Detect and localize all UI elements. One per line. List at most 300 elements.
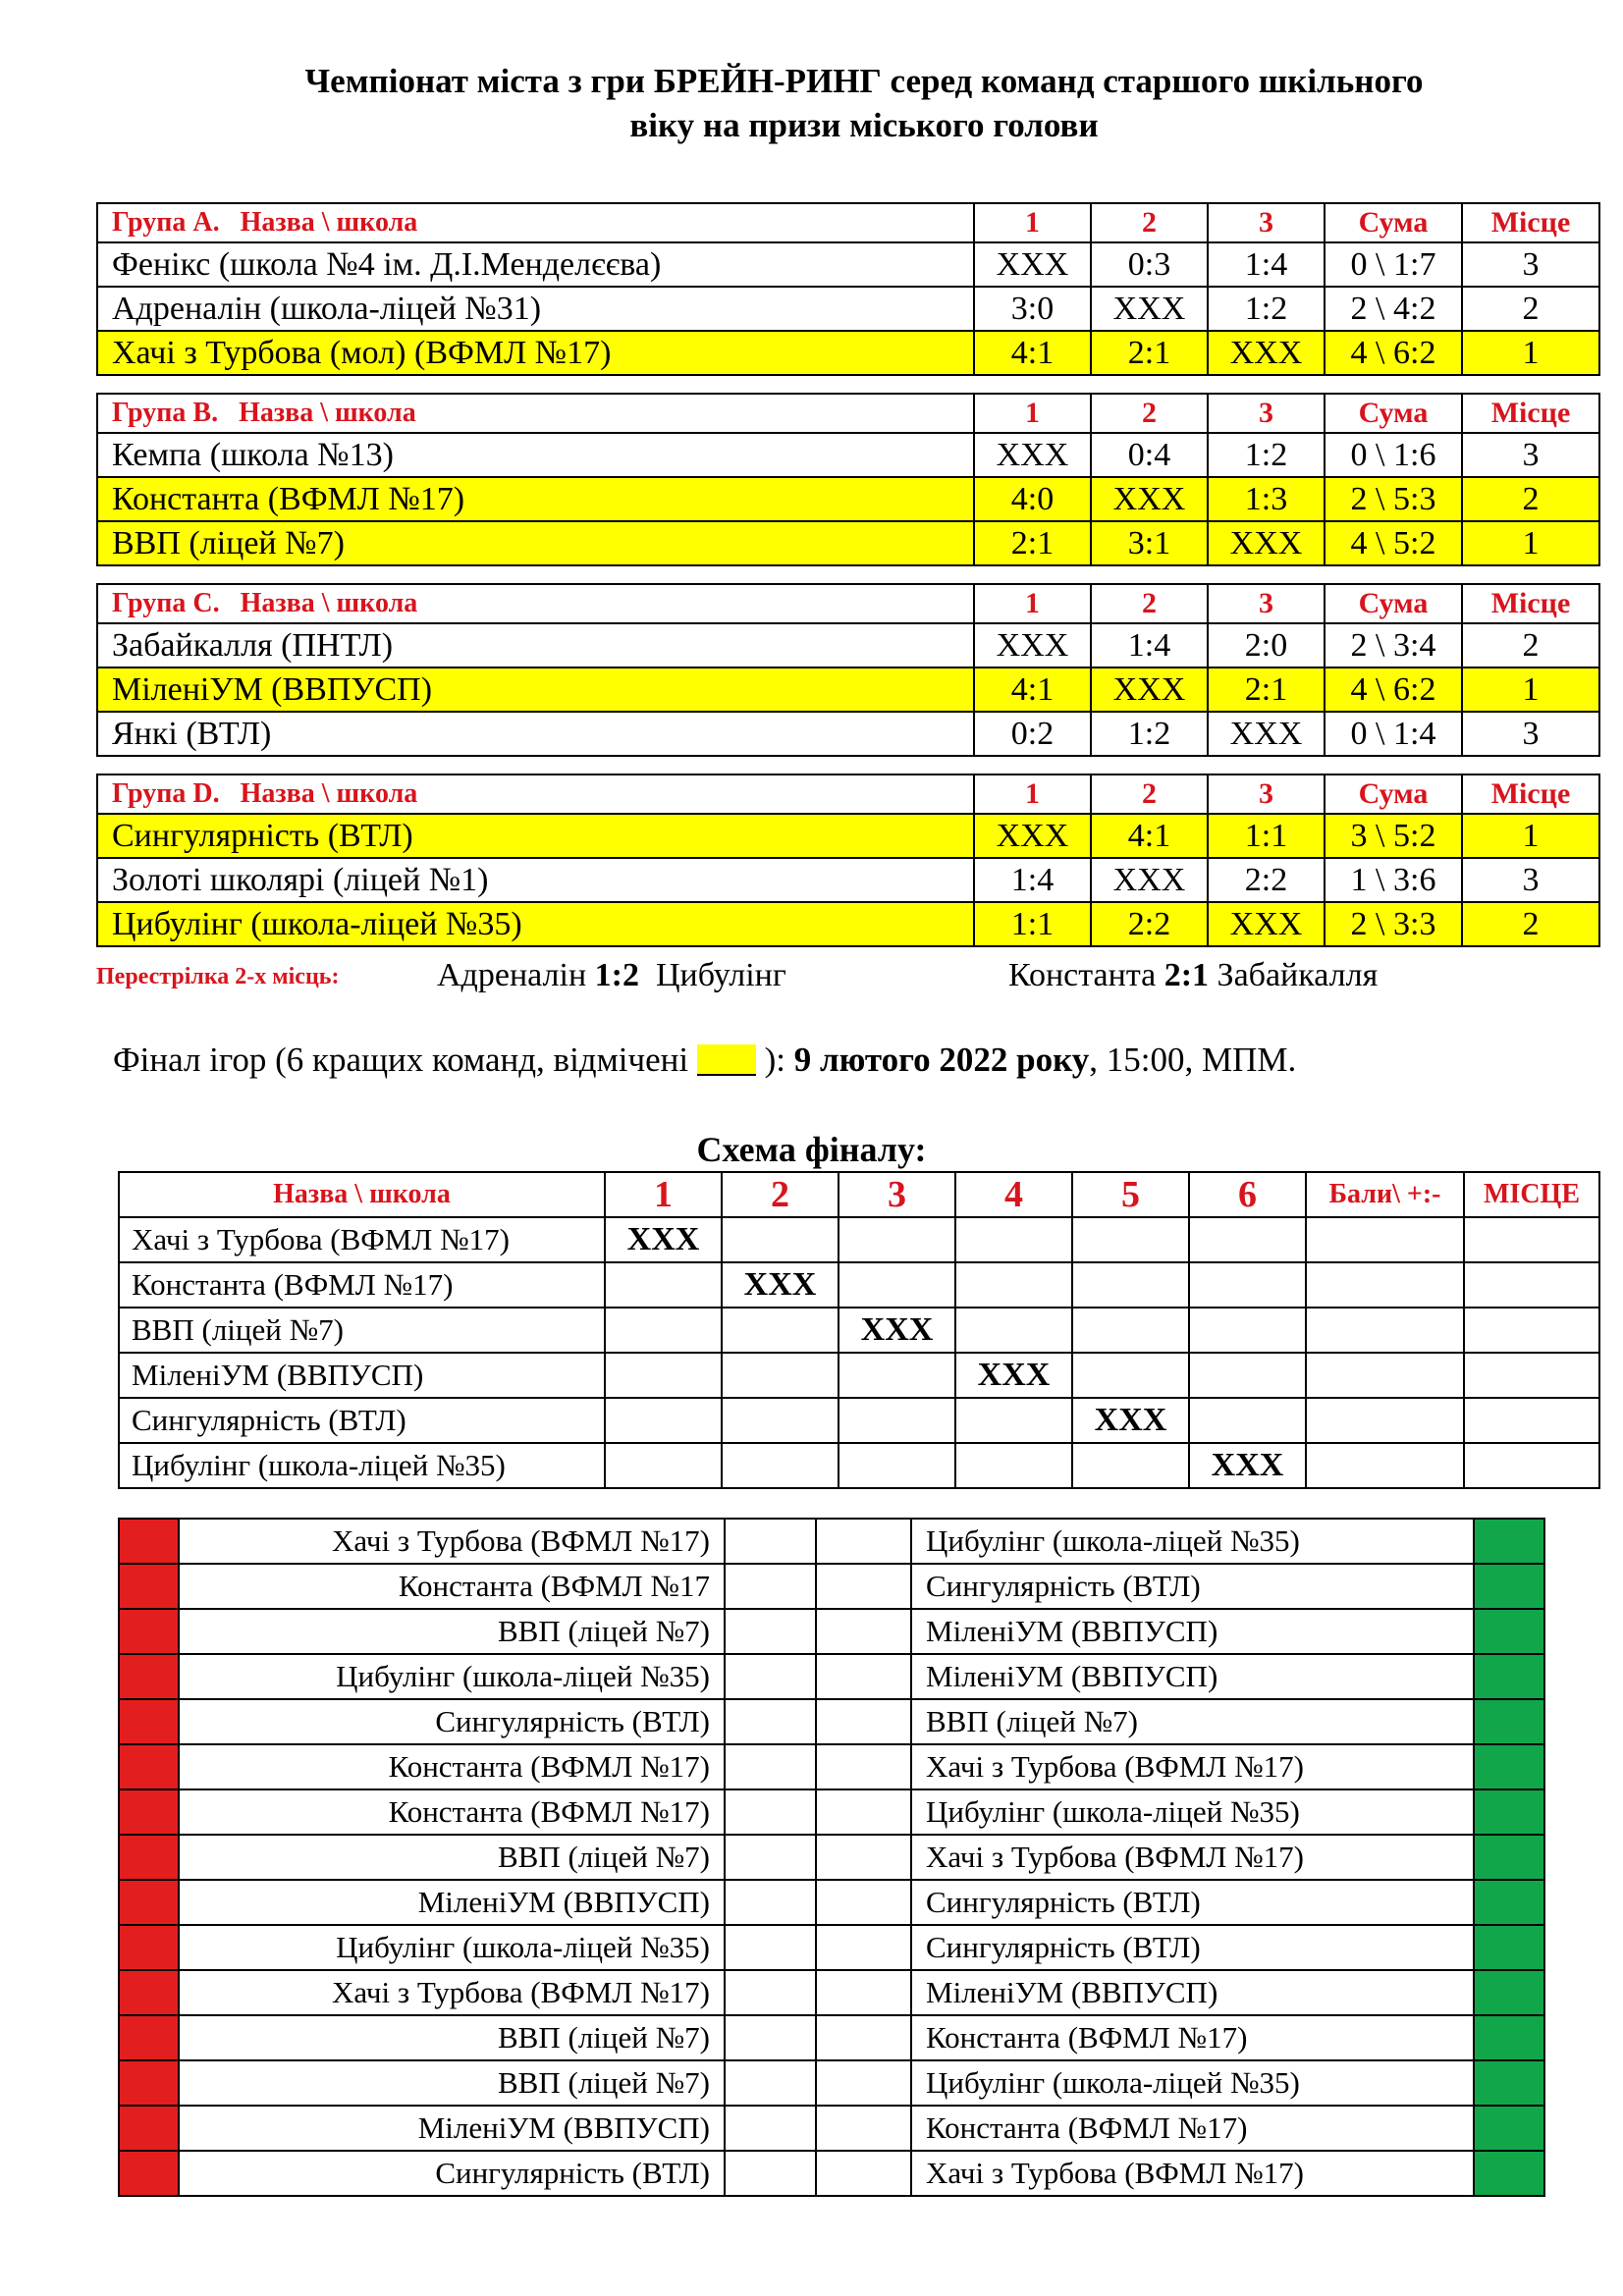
- empty-cell: [1464, 1262, 1599, 1308]
- empty-cell: [955, 1443, 1072, 1488]
- table-row: [97, 902, 1599, 946]
- table-row: [119, 1353, 1599, 1398]
- final-info: [113, 1041, 1296, 1080]
- score-cell: 2:2: [1208, 858, 1325, 902]
- home-score-cell: [725, 1970, 816, 2015]
- away-team: Цибулінг (школа-ліцей №35): [911, 2060, 1474, 2106]
- place-cell: 3: [1462, 858, 1599, 902]
- sum-header: Сума: [1325, 394, 1462, 433]
- home-score-cell: [725, 1699, 816, 1744]
- table-row: [97, 521, 1599, 565]
- diagonal-cell: XXX: [955, 1353, 1072, 1398]
- empty-cell: [1306, 1308, 1464, 1353]
- group-header-row: [97, 203, 1599, 242]
- shootout-score: 2:1: [1163, 957, 1210, 993]
- score-cell: 0:2: [974, 712, 1091, 756]
- away-team: Сингулярність (ВТЛ): [911, 1564, 1474, 1609]
- shootout-team: Забайкалля: [1217, 957, 1379, 993]
- col-2-header: 2: [1091, 584, 1208, 623]
- sum-header: Сума: [1325, 203, 1462, 242]
- home-team: Цибулінг (школа-ліцей №35): [179, 1925, 725, 1970]
- table-row: [97, 287, 1599, 331]
- home-score-cell: [725, 1609, 816, 1654]
- col-3-header: 3: [1208, 203, 1325, 242]
- home-team: МілeніУМ (ВВПУСП): [179, 1880, 725, 1925]
- score-cell: 1:4: [1091, 623, 1208, 667]
- diagonal-cell: XXX: [1072, 1398, 1189, 1443]
- home-team: Цибулінг (школа-ліцей №35): [179, 1654, 725, 1699]
- shootout-team: Константа: [1008, 957, 1157, 993]
- empty-cell: [1464, 1353, 1599, 1398]
- away-score-cell: [816, 1970, 911, 2015]
- final-date: 9 лютого 2022 року: [793, 1041, 1090, 1079]
- name-column-header: Назва \ школа: [239, 398, 416, 428]
- red-marker-cell: [119, 2151, 179, 2196]
- team-name: Сингулярність (ВТЛ): [119, 1398, 605, 1443]
- score-cell: ХХХ: [1091, 858, 1208, 902]
- empty-cell: [605, 1308, 722, 1353]
- match-schedule-table: [118, 1518, 1545, 2197]
- score-cell: 2:1: [974, 521, 1091, 565]
- home-team: Хачі з Турбова (ВФМЛ №17): [179, 1970, 725, 2015]
- group-label: Група С.: [112, 588, 220, 618]
- score-cell: 2:2: [1091, 902, 1208, 946]
- place-cell: 3: [1462, 433, 1599, 477]
- place-cell: 2: [1462, 477, 1599, 521]
- away-score-cell: [816, 1789, 911, 1835]
- col-3-header: 3: [1208, 584, 1325, 623]
- empty-cell: [839, 1353, 955, 1398]
- table-row: [119, 1262, 1599, 1308]
- empty-cell: [1189, 1398, 1306, 1443]
- home-score-cell: [725, 1519, 816, 1564]
- score-cell: 1:3: [1208, 477, 1325, 521]
- col-1-header: 1: [974, 774, 1091, 814]
- empty-cell: [1189, 1217, 1306, 1262]
- col-1-header: 1: [974, 203, 1091, 242]
- home-team: Константа (ВФМЛ №17): [179, 1744, 725, 1789]
- scheme-col-header: 4: [955, 1172, 1072, 1217]
- sum-cell: 1 \ 3:6: [1325, 858, 1462, 902]
- col-1-header: 1: [974, 584, 1091, 623]
- away-score-cell: [816, 1564, 911, 1609]
- red-marker-cell: [119, 1789, 179, 1835]
- shootout-team: Цибулінг: [655, 957, 786, 993]
- match-row: [119, 1609, 1544, 1654]
- empty-cell: [605, 1443, 722, 1488]
- empty-cell: [839, 1443, 955, 1488]
- shootout-label: Перестрілка 2-х місць:: [96, 964, 340, 989]
- sum-cell: 4 \ 6:2: [1325, 331, 1462, 375]
- col-1-header: 1: [974, 394, 1091, 433]
- diagonal-cell: XXX: [839, 1308, 955, 1353]
- empty-cell: [1072, 1353, 1189, 1398]
- red-marker-cell: [119, 1609, 179, 1654]
- green-marker-cell: [1474, 1654, 1544, 1699]
- table-row: [97, 242, 1599, 287]
- score-cell: ХХХ: [974, 814, 1091, 858]
- team-name: Золоті школярі (ліцей №1): [97, 858, 974, 902]
- score-cell: ХХХ: [1208, 902, 1325, 946]
- empty-cell: [1464, 1398, 1599, 1443]
- empty-cell: [1189, 1308, 1306, 1353]
- score-cell: 4:1: [974, 331, 1091, 375]
- away-score-cell: [816, 1519, 911, 1564]
- score-cell: 3:1: [1091, 521, 1208, 565]
- green-marker-cell: [1474, 1699, 1544, 1744]
- match-row: [119, 1789, 1544, 1835]
- team-name: Константа (ВФМЛ №17): [119, 1262, 605, 1308]
- home-team: Константа (ВФМЛ №17): [179, 1789, 725, 1835]
- diagonal-cell: XXX: [1189, 1443, 1306, 1488]
- green-marker-cell: [1474, 2015, 1544, 2060]
- red-marker-cell: [119, 2015, 179, 2060]
- score-cell: 0:4: [1091, 433, 1208, 477]
- sum-cell: 4 \ 5:2: [1325, 521, 1462, 565]
- green-marker-cell: [1474, 1970, 1544, 2015]
- away-team: Константа (ВФМЛ №17): [911, 2015, 1474, 2060]
- match-row: [119, 1925, 1544, 1970]
- green-marker-cell: [1474, 1609, 1544, 1654]
- scheme-col-header: 1: [605, 1172, 722, 1217]
- score-cell: ХХХ: [974, 623, 1091, 667]
- red-marker-cell: [119, 1970, 179, 2015]
- home-team: Константа (ВФМЛ №17: [179, 1564, 725, 1609]
- scheme-title: Схема фіналу:: [696, 1130, 927, 1169]
- home-team: МілeніУМ (ВВПУСП): [179, 2106, 725, 2151]
- empty-cell: [1072, 1262, 1189, 1308]
- empty-cell: [1464, 1217, 1599, 1262]
- group-label: Група А.: [112, 207, 220, 238]
- col-2-header: 2: [1091, 774, 1208, 814]
- score-cell: ХХХ: [1208, 712, 1325, 756]
- away-score-cell: [816, 1744, 911, 1789]
- title-line-2: віку на призи міського голови: [629, 106, 1099, 144]
- score-cell: 3:0: [974, 287, 1091, 331]
- red-marker-cell: [119, 1654, 179, 1699]
- sum-cell: 2 \ 4:2: [1325, 287, 1462, 331]
- away-team: Хачі з Турбова (ВФМЛ №17): [911, 1744, 1474, 1789]
- away-team: МілeніУМ (ВВПУСП): [911, 1609, 1474, 1654]
- diagonal-cell: XXX: [722, 1262, 839, 1308]
- place-header: Місце: [1462, 774, 1599, 814]
- team-name: МілeніУМ (ВВПУСП): [97, 667, 974, 712]
- table-row: [119, 1217, 1599, 1262]
- group-d-table: [96, 774, 1600, 947]
- place-cell: 2: [1462, 902, 1599, 946]
- score-cell: ХХХ: [1091, 477, 1208, 521]
- scheme-name-header: Назва \ школа: [119, 1172, 605, 1217]
- away-score-cell: [816, 2060, 911, 2106]
- score-cell: 0:3: [1091, 242, 1208, 287]
- table-row: [97, 712, 1599, 756]
- empty-cell: [839, 1398, 955, 1443]
- empty-cell: [1306, 1217, 1464, 1262]
- group-b-table: [96, 393, 1600, 566]
- group-label-cell: [97, 394, 974, 433]
- place-cell: 3: [1462, 242, 1599, 287]
- away-team: Константа (ВФМЛ №17): [911, 2106, 1474, 2151]
- table-row: [97, 858, 1599, 902]
- away-score-cell: [816, 2106, 911, 2151]
- score-cell: 4:0: [974, 477, 1091, 521]
- away-team: Цибулінг (школа-ліцей №35): [911, 1789, 1474, 1835]
- home-score-cell: [725, 2060, 816, 2106]
- empty-cell: [839, 1217, 955, 1262]
- col-2-header: 2: [1091, 203, 1208, 242]
- score-cell: ХХХ: [974, 433, 1091, 477]
- score-cell: 1:4: [1208, 242, 1325, 287]
- green-marker-cell: [1474, 1925, 1544, 1970]
- green-marker-cell: [1474, 2151, 1544, 2196]
- red-marker-cell: [119, 1699, 179, 1744]
- score-cell: 1:1: [1208, 814, 1325, 858]
- match-row: [119, 1970, 1544, 2015]
- away-score-cell: [816, 1654, 911, 1699]
- scheme-col-header: 5: [1072, 1172, 1189, 1217]
- home-score-cell: [725, 1835, 816, 1880]
- away-score-cell: [816, 1925, 911, 1970]
- score-cell: 1:1: [974, 902, 1091, 946]
- team-name: Цибулінг (школа-ліцей №35): [97, 902, 974, 946]
- empty-cell: [722, 1217, 839, 1262]
- score-cell: 1:2: [1091, 712, 1208, 756]
- home-team: Сингулярність (ВТЛ): [179, 2151, 725, 2196]
- empty-cell: [1306, 1398, 1464, 1443]
- home-score-cell: [725, 1789, 816, 1835]
- empty-cell: [1464, 1443, 1599, 1488]
- empty-cell: [1189, 1262, 1306, 1308]
- match-row: [119, 1519, 1544, 1564]
- red-marker-cell: [119, 2060, 179, 2106]
- score-cell: ХХХ: [1091, 667, 1208, 712]
- scheme-place-header: МІСЦЕ: [1464, 1172, 1599, 1217]
- home-team: ВВП (ліцей №7): [179, 1835, 725, 1880]
- final-scheme-table: [118, 1171, 1600, 1489]
- team-name: Хачі з Турбова (мол) (ВФМЛ №17): [97, 331, 974, 375]
- away-score-cell: [816, 1609, 911, 1654]
- scheme-col-header: 2: [722, 1172, 839, 1217]
- place-header: Місце: [1462, 203, 1599, 242]
- score-cell: 1:4: [974, 858, 1091, 902]
- empty-cell: [1306, 1443, 1464, 1488]
- group-label-cell: [97, 774, 974, 814]
- group-label: Група D.: [112, 778, 220, 809]
- home-score-cell: [725, 1564, 816, 1609]
- green-marker-cell: [1474, 1744, 1544, 1789]
- group-header-row: [97, 394, 1599, 433]
- team-name: Фенікс (школа №4 ім. Д.І.Менделєєва): [97, 242, 974, 287]
- table-row: [97, 477, 1599, 521]
- match-row: [119, 2106, 1544, 2151]
- shootout-match-1: [437, 957, 786, 994]
- home-score-cell: [725, 1744, 816, 1789]
- col-3-header: 3: [1208, 394, 1325, 433]
- red-marker-cell: [119, 2106, 179, 2151]
- shootout-match-2: [1008, 957, 1378, 994]
- empty-cell: [955, 1398, 1072, 1443]
- place-cell: 1: [1462, 814, 1599, 858]
- away-score-cell: [816, 2151, 911, 2196]
- team-name: Константа (ВФМЛ №17): [97, 477, 974, 521]
- group-label-cell: [97, 203, 974, 242]
- green-marker-cell: [1474, 1835, 1544, 1880]
- empty-cell: [605, 1262, 722, 1308]
- score-cell: 1:2: [1208, 433, 1325, 477]
- empty-cell: [955, 1262, 1072, 1308]
- table-row: [97, 331, 1599, 375]
- empty-cell: [722, 1398, 839, 1443]
- team-name: Адреналін (школа-ліцей №31): [97, 287, 974, 331]
- team-name: ВВП (ліцей №7): [97, 521, 974, 565]
- home-team: ВВП (ліцей №7): [179, 2060, 725, 2106]
- green-marker-cell: [1474, 1789, 1544, 1835]
- document-title: [177, 59, 1551, 147]
- table-row: [119, 1398, 1599, 1443]
- place-header: Місце: [1462, 584, 1599, 623]
- score-cell: 2:0: [1208, 623, 1325, 667]
- away-score-cell: [816, 1880, 911, 1925]
- match-row: [119, 1880, 1544, 1925]
- score-cell: ХХХ: [1208, 521, 1325, 565]
- home-team: ВВП (ліцей №7): [179, 1609, 725, 1654]
- sum-cell: 0 \ 1:7: [1325, 242, 1462, 287]
- sum-header: Сума: [1325, 774, 1462, 814]
- match-row: [119, 1835, 1544, 1880]
- match-row: [119, 1744, 1544, 1789]
- away-team: Хачі з Турбова (ВФМЛ №17): [911, 2151, 1474, 2196]
- away-score-cell: [816, 1835, 911, 1880]
- table-row: [97, 667, 1599, 712]
- red-marker-cell: [119, 1744, 179, 1789]
- shootout-score: 1:2: [594, 957, 639, 993]
- away-score-cell: [816, 1699, 911, 1744]
- team-name: Кемпа (школа №13): [97, 433, 974, 477]
- empty-cell: [1072, 1308, 1189, 1353]
- score-cell: 4:1: [1091, 814, 1208, 858]
- team-name: Цибулінг (школа-ліцей №35): [119, 1443, 605, 1488]
- group-header-row: [97, 584, 1599, 623]
- match-row: [119, 1654, 1544, 1699]
- group-label-cell: [97, 584, 974, 623]
- sum-cell: 2 \ 3:4: [1325, 623, 1462, 667]
- away-score-cell: [816, 2015, 911, 2060]
- sum-cell: 2 \ 3:3: [1325, 902, 1462, 946]
- home-score-cell: [725, 1880, 816, 1925]
- empty-cell: [722, 1443, 839, 1488]
- home-score-cell: [725, 2015, 816, 2060]
- empty-cell: [1464, 1308, 1599, 1353]
- place-cell: 1: [1462, 667, 1599, 712]
- green-marker-cell: [1474, 2060, 1544, 2106]
- red-marker-cell: [119, 1880, 179, 1925]
- match-row: [119, 2151, 1544, 2196]
- home-team: Хачі з Турбова (ВФМЛ №17): [179, 1519, 725, 1564]
- place-header: Місце: [1462, 394, 1599, 433]
- away-team: МілeніУМ (ВВПУСП): [911, 1654, 1474, 1699]
- highlight-marker: [697, 1044, 756, 1076]
- sum-cell: 3 \ 5:2: [1325, 814, 1462, 858]
- away-team: Хачі з Турбова (ВФМЛ №17): [911, 1835, 1474, 1880]
- score-cell: 2:1: [1208, 667, 1325, 712]
- away-team: ВВП (ліцей №7): [911, 1699, 1474, 1744]
- name-column-header: Назва \ школа: [240, 588, 418, 618]
- scheme-header-row: [119, 1172, 1599, 1217]
- team-name: Забайкалля (ПНТЛ): [97, 623, 974, 667]
- group-a-table: [96, 202, 1600, 376]
- team-name: Сингулярність (ВТЛ): [97, 814, 974, 858]
- scheme-points-header: Бали\ +:-: [1306, 1172, 1464, 1217]
- red-marker-cell: [119, 1835, 179, 1880]
- red-marker-cell: [119, 1519, 179, 1564]
- empty-cell: [605, 1353, 722, 1398]
- table-row: [97, 433, 1599, 477]
- scheme-col-header: 6: [1189, 1172, 1306, 1217]
- place-cell: 1: [1462, 521, 1599, 565]
- place-cell: 1: [1462, 331, 1599, 375]
- home-team: Сингулярність (ВТЛ): [179, 1699, 725, 1744]
- empty-cell: [955, 1217, 1072, 1262]
- score-cell: ХХХ: [974, 242, 1091, 287]
- green-marker-cell: [1474, 1564, 1544, 1609]
- home-team: ВВП (ліцей №7): [179, 2015, 725, 2060]
- team-name: Янкі (ВТЛ): [97, 712, 974, 756]
- scheme-col-header: 3: [839, 1172, 955, 1217]
- empty-cell: [722, 1308, 839, 1353]
- away-team: МілeніУМ (ВВПУСП): [911, 1970, 1474, 2015]
- name-column-header: Назва \ школа: [240, 778, 418, 809]
- table-row: [119, 1443, 1599, 1488]
- group-c-table: [96, 583, 1600, 757]
- score-cell: 1:2: [1208, 287, 1325, 331]
- sum-cell: 0 \ 1:4: [1325, 712, 1462, 756]
- home-score-cell: [725, 2106, 816, 2151]
- away-team: Цибулінг (школа-ліцей №35): [911, 1519, 1474, 1564]
- empty-cell: [839, 1262, 955, 1308]
- title-line-1: Чемпіонат міста з гри БРЕЙН-РИНГ серед команд старшого шкільного: [304, 62, 1424, 100]
- sum-cell: 4 \ 6:2: [1325, 667, 1462, 712]
- empty-cell: [1072, 1217, 1189, 1262]
- table-row: [119, 1308, 1599, 1353]
- match-row: [119, 1699, 1544, 1744]
- sum-cell: 2 \ 5:3: [1325, 477, 1462, 521]
- score-cell: 2:1: [1091, 331, 1208, 375]
- sum-cell: 0 \ 1:6: [1325, 433, 1462, 477]
- score-cell: 4:1: [974, 667, 1091, 712]
- final-info-prefix: Фінал ігор (6 кращих команд, відмічені: [113, 1041, 689, 1079]
- table-row: [97, 814, 1599, 858]
- empty-cell: [1306, 1262, 1464, 1308]
- away-team: Сингулярність (ВТЛ): [911, 1880, 1474, 1925]
- red-marker-cell: [119, 1925, 179, 1970]
- empty-cell: [722, 1353, 839, 1398]
- red-marker-cell: [119, 1564, 179, 1609]
- group-header-row: [97, 774, 1599, 814]
- green-marker-cell: [1474, 1880, 1544, 1925]
- diagonal-cell: XXX: [605, 1217, 722, 1262]
- empty-cell: [1189, 1353, 1306, 1398]
- table-row: [97, 623, 1599, 667]
- empty-cell: [955, 1308, 1072, 1353]
- team-name: ВВП (ліцей №7): [119, 1308, 605, 1353]
- empty-cell: [1072, 1443, 1189, 1488]
- col-2-header: 2: [1091, 394, 1208, 433]
- green-marker-cell: [1474, 1519, 1544, 1564]
- home-score-cell: [725, 1654, 816, 1699]
- match-row: [119, 1564, 1544, 1609]
- place-cell: 2: [1462, 623, 1599, 667]
- home-score-cell: [725, 1925, 816, 1970]
